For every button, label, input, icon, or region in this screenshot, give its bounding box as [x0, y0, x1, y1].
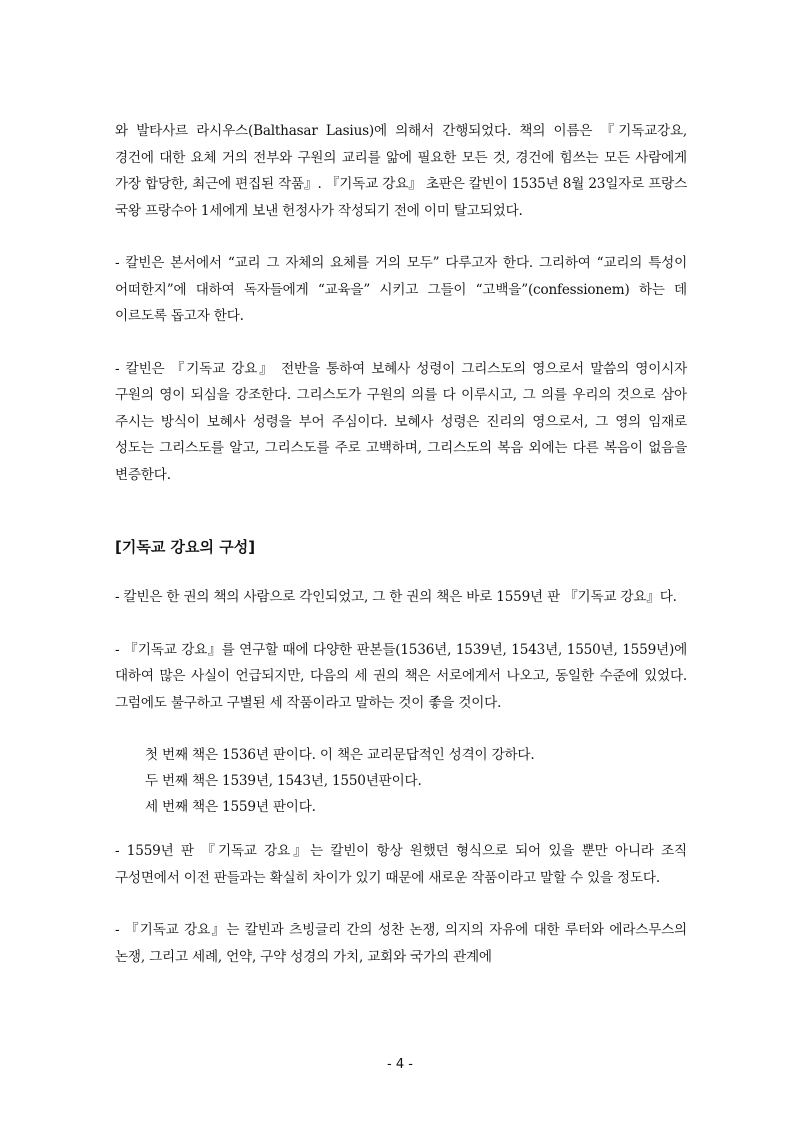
document-page	[115, 118, 687, 996]
list-item: 세 번째 책은 1559년 판이다.	[145, 799, 316, 815]
paragraph-controversies: - 『기독교 강요』는 칼빈과 츠빙글리 간의 성찬 논쟁, 의지의 자유에 대한 루터와 에라스무스의 논쟁, 그리고 세례, 언약, 구약 성경의 가치, 교회와 국가의 관계에	[115, 922, 687, 965]
list-item: 첫 번째 책은 1536년 판이다. 이 책은 교리문답적인 성격이 강하다.	[145, 747, 535, 763]
list-item: 두 번째 책은 1539년, 1543년, 1550년판이다.	[145, 773, 422, 789]
paragraph-1559-edition: - 1559년 판 『기독교 강요』는 칼빈이 항상 원했던 형식으로 되어 있을 뿐만 아니라 조직 구성면에서 이전 판들과는 확실히 차이가 있기 때문에 새로운 작품이라고 말할 수 있을 정도다.	[115, 843, 687, 886]
paragraph-publication: 와 발타사르 라시우스(Balthasar Lasius)에 의해서 간행되었다. 책의 이름은 『기독교강요, 경건에 대한 요체 거의 전부와 구원의 교리를 앎에 필요한 모든 것, 경건에 힘쓰는 모든 사람에게 가장 합당한, 최근에 편집된 작품』. 『기독교 강요』 초판은 칼빈이 1535년 8월 23일자로 프랑스 국왕 프랑수아 1세에게 보낸 헌정사가 작성되기 전에 이미 탈고되었다.	[115, 123, 687, 219]
paragraph-holy-spirit: - 칼빈은 『기독교 강요』 전반을 통하여 보혜사 성령이 그리스도의 영으로서 말씀의 영이시자 구원의 영이 되심을 강조한다. 그리스도가 구원의 의를 다 이루시고, 그 의를 우리의 것으로 삼아 주시는 방식이 보혜사 성령을 부어 주심이다. 보혜사 성령은 진리의 영으로서, 그 영의 임재로 성도는 그리스도를 알고, 그리스도를 주로 고백하며, 그리스도의 복음 외에는 다른 복음이 없음을 변증한다.	[115, 360, 687, 483]
paragraph-one-book: - 칼빈은 한 권의 책의 사람으로 각인되었고, 그 한 권의 책은 바로 1559년 판 『기독교 강요』다.	[115, 589, 677, 605]
paragraph-editions: - 『기독교 강요』를 연구할 때에 다양한 판본들(1536년, 1539년, 1543년, 1550년, 1559년)에 대하여 많은 사실이 언급되지만, 다음의 세 권의 책은 서로에게서 나오고, 동일한 수준에 있었다. 그럼에도 불구하고 구별된 세 작품이라고 말하는 것이 좋을 것이다.	[115, 641, 687, 711]
paragraph-doctrine-summary: - 칼빈은 본서에서 “교리 그 자체의 요체를 거의 모두” 다루고자 한다. 그리하여 “교리의 특성이 어떠한지”에 대하여 독자들에게 “교육을” 시키고 그들이 “고백을”(confessionem) 하는 데 이르도록 돕고자 한다.	[115, 255, 687, 324]
editions-list	[145, 742, 687, 820]
section-heading: [기독교 강요의 구성]	[115, 538, 256, 556]
page-number: - 4 -	[387, 1057, 413, 1072]
